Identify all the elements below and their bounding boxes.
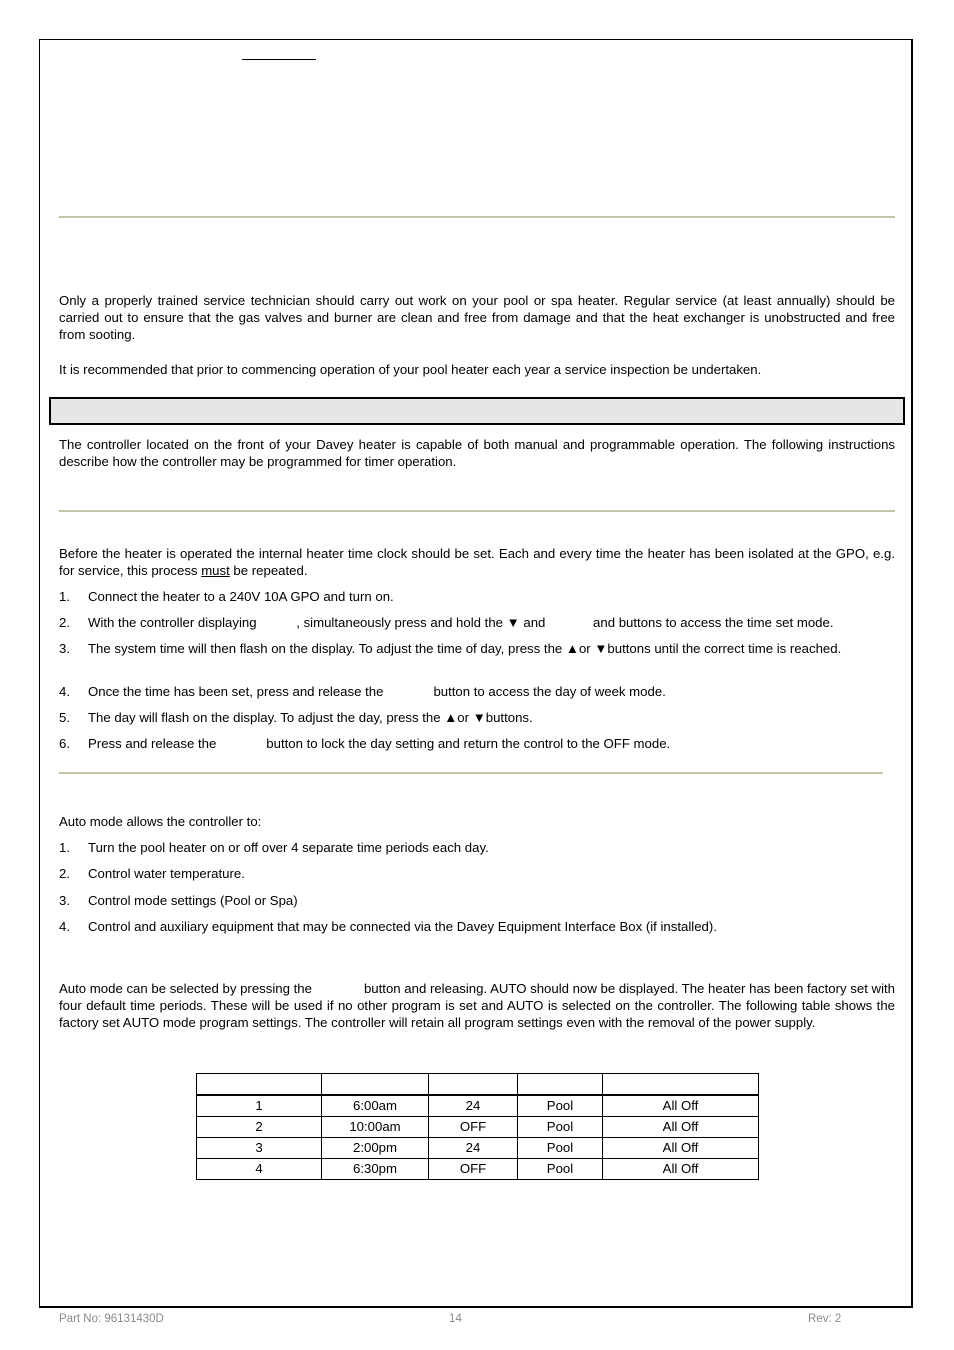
controller-intro: The controller located on the front of your Davey heater is capable of both manual and programmable operation. The following instructions describe how the controller may be programmed for timer operation. (59, 437, 895, 469)
header-cell (518, 1074, 603, 1096)
table-row (197, 1095, 759, 1117)
header-cell (429, 1074, 518, 1096)
table-cell: All Off (603, 1117, 759, 1138)
header-cell (322, 1074, 429, 1096)
auto-paragraph: Auto mode can be selected by pressing the button and releasing. AUTO should now be displayed. The heater has been factory set with four default time periods. These will be used if no other program is set and AUTO is selected on the controller. The following table shows the factory set AUTO mode program settings. The controller will retain all program settings even with the removal of the power supply. (59, 981, 896, 1030)
table-cell: Pool (518, 1095, 603, 1117)
table-cell: All Off (603, 1159, 759, 1180)
footer-revision: Rev: 2 (808, 1313, 842, 1325)
program-table (196, 1073, 759, 1180)
table-cell: All Off (603, 1138, 759, 1159)
section-divider (59, 510, 895, 512)
auto-intro: Auto mode allows the controller to: (59, 814, 262, 829)
clock-intro: Before the heater is operated the internal heater time clock should be set. Each and every time the heater has been isolated at the GPO, e.g. for service, this process must be repeated. (59, 546, 895, 578)
service-recommendation: It is recommended that prior to commencing operation of your pool heater each year a service inspection be undertaken. (59, 362, 762, 377)
header-cell (197, 1074, 322, 1096)
footer-page-number: 14 (449, 1313, 462, 1325)
section-divider (59, 216, 895, 218)
table-cell: 6:00am (322, 1095, 429, 1117)
table-cell: 4 (197, 1159, 322, 1180)
table-cell: 2 (197, 1117, 322, 1138)
table-cell: 2:00pm (322, 1138, 429, 1159)
section-divider (59, 772, 883, 774)
table-row (197, 1159, 759, 1180)
table-cell: All Off (603, 1095, 759, 1117)
header-cell (603, 1074, 759, 1096)
table-cell: 6:30pm (322, 1159, 429, 1180)
table-cell: OFF (429, 1117, 518, 1138)
table-cell: 24 (429, 1095, 518, 1117)
service-paragraph: Only a properly trained service technician should carry out work on your pool or spa heater. Regular service (at least annually) should be carried out to ensure that the gas valves and burner are clean and free from damage and that the heat exchanger is unobstructed and free from sooting. (59, 293, 895, 342)
table-cell: 3 (197, 1138, 322, 1159)
table-cell: 10:00am (322, 1117, 429, 1138)
table-cell: 24 (429, 1138, 518, 1159)
table-row (197, 1117, 759, 1138)
table-row (197, 1138, 759, 1159)
table-header-row (197, 1074, 759, 1096)
table-cell: OFF (429, 1159, 518, 1180)
table-cell: Pool (518, 1138, 603, 1159)
table-cell: Pool (518, 1117, 603, 1138)
table-cell: 1 (197, 1095, 322, 1117)
section-banner (49, 397, 905, 425)
heading-underline (242, 59, 316, 60)
table-cell: Pool (518, 1159, 603, 1180)
footer-part-number: Part No: 96131430D (59, 1313, 164, 1325)
